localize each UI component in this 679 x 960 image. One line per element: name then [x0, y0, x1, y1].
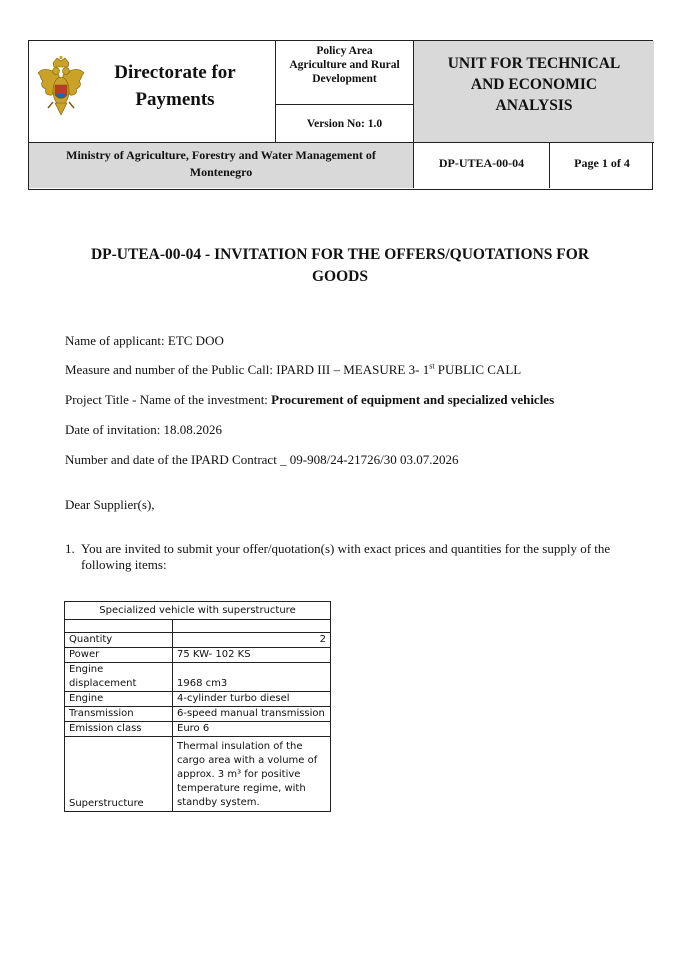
row-label: Emission class: [65, 722, 173, 737]
list-item: [65, 541, 625, 573]
unit-line-2: AND ECONOMIC: [470, 76, 598, 93]
row-value: 1968 cm3: [173, 663, 331, 692]
row-value: 6-speed manual transmission: [173, 707, 331, 722]
measure-suffix: PUBLIC CALL: [434, 362, 522, 377]
project-label: Project Title - Name of the investment:: [65, 392, 272, 407]
table-row: [65, 648, 331, 663]
row-value: Thermal insulation of the cargo area with a volume of approx. 3 m³ for positive temperature regime, with standby system.: [173, 737, 331, 812]
table-row: [65, 692, 331, 707]
page-title: [40, 244, 640, 288]
title-line-1: DP-UTEA-00-04 - INVITATION FOR THE OFFERS/QUOTATIONS FOR: [90, 246, 590, 263]
table-spacer-cell: [173, 620, 331, 633]
row-label: Power: [65, 648, 173, 663]
page-number: Page 1 of 4: [574, 156, 630, 170]
directorate-line-1: Directorate for: [114, 62, 236, 83]
row-value: 2: [173, 633, 331, 648]
list-item-text: You are invited to submit your offer/quotation(s) with exact prices and quantities for the supply of the following items:: [81, 541, 611, 572]
table-row: [65, 722, 331, 737]
policy-line-1: Policy Area: [316, 45, 373, 57]
table-spacer-row: [65, 620, 331, 633]
table-spacer-cell: [65, 620, 173, 633]
policy-area-text: [276, 41, 413, 105]
unit-line-1: UNIT FOR TECHNICAL: [447, 55, 621, 72]
policy-line-2: Agriculture and Rural: [289, 59, 400, 71]
contract-line: Number and date of the IPARD Contract _ 09-908/24-21726/30 03.07.2026: [65, 452, 459, 467]
salutation: Dear Supplier(s),: [65, 497, 155, 512]
ministry-line-1: Ministry of Agriculture, Forestry and Water Management of: [66, 148, 376, 162]
directorate-cell: [29, 41, 276, 143]
unit-line-3: ANALYSIS: [495, 97, 573, 114]
title-line-2: GOODS: [312, 268, 368, 285]
measure-text: Measure and number of the Public Call: IPARD III – MEASURE 3- 1: [65, 362, 430, 377]
document-code: DP-UTEA-00-04: [414, 143, 550, 188]
document-header: [28, 40, 653, 190]
row-value: 75 KW- 102 KS: [173, 648, 331, 663]
table-row: [65, 633, 331, 648]
row-label: Engine: [65, 692, 173, 707]
ministry-line-2: Montenegro: [189, 165, 253, 179]
list-item-number: 1.: [65, 541, 75, 556]
unit-cell: [414, 41, 654, 143]
directorate-line-2: Payments: [135, 89, 215, 110]
invitation-date-line: Date of invitation: 18.08.2026: [65, 422, 223, 437]
project-line: [65, 392, 554, 408]
ministry-cell: [29, 143, 414, 188]
directorate-title: [95, 59, 255, 113]
row-label: Transmission: [65, 707, 173, 722]
policy-area-cell: [276, 41, 414, 143]
row-value: Euro 6: [173, 722, 331, 737]
row-label: Engine displacement: [65, 663, 173, 692]
policy-line-3: Development: [312, 73, 377, 85]
row-value: 4-cylinder turbo diesel: [173, 692, 331, 707]
spec-table: [64, 601, 331, 812]
table-caption-row: [65, 602, 331, 620]
measure-superscript: st: [429, 361, 435, 371]
coat-of-arms-icon: [35, 55, 87, 125]
row-label: Quantity: [65, 633, 173, 648]
project-value: Procurement of equipment and specialized vehicles: [271, 392, 555, 407]
table-row: [65, 663, 331, 692]
table-caption: Specialized vehicle with superstructure: [65, 602, 331, 620]
table-row: [65, 707, 331, 722]
version-label: Version No: 1.0: [306, 118, 383, 130]
applicant-line: Name of applicant: ETC DOO: [65, 333, 224, 348]
row-label: Superstructure: [65, 737, 173, 812]
table-row: [65, 737, 331, 812]
measure-line: [65, 362, 521, 378]
